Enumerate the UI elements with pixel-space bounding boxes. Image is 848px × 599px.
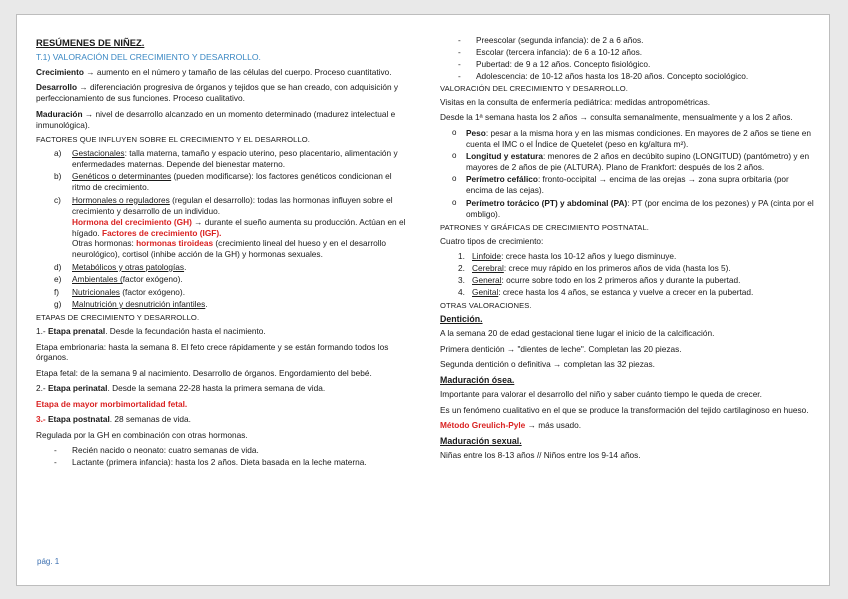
- list-item-text: Lactante (primera infancia): hasta los 2 años. Dieta basada en la leche materna.: [72, 457, 367, 468]
- list-item-text: Recién nacido o neonato: cuatro semanas de vida.: [72, 445, 259, 456]
- factor-text: .: [184, 261, 187, 272]
- highlight-igf: Factores de crecimiento (IGF).: [102, 227, 222, 238]
- term: Maduración: [36, 108, 83, 119]
- measure-text: : PT (por encima de los pezones) y PA (cinta por el ombligo).: [466, 197, 814, 219]
- valuation-heading: VALORACIÓN DEL CRECIMIENTO Y DESARROLLO.: [440, 83, 628, 93]
- bone-method: [440, 420, 815, 431]
- measure-text: : menores de 2 años en decúbito supino (LONGITUD) (pantómetro) y en mayores de 2 años de pie (ALTURA). Plano de Frankfort: después de los 2 años.: [466, 151, 810, 172]
- type-term: General: [472, 274, 502, 285]
- measures-list: [440, 128, 815, 220]
- sexual-maturation-text: Niñas entre los 8-13 años // Niños entre los 9-14 años.: [440, 450, 641, 461]
- type-text: : crece hasta los 4 años, se estanca y vuelve a crecer en la pubertad.: [498, 286, 754, 297]
- factor-item: [54, 171, 412, 193]
- stage-number: 3.-: [36, 414, 48, 425]
- stage-text: . Desde la fecundación hasta el nacimiento.: [105, 326, 266, 337]
- list-marker: f): [54, 286, 60, 297]
- definition-desarrollo: [36, 82, 412, 104]
- list-item: [458, 275, 815, 286]
- list-marker: 4.: [458, 286, 465, 297]
- list-item: [458, 251, 815, 262]
- factors-heading: FACTORES QUE INFLUYEN SOBRE EL CRECIMIENTO Y EL DESARROLLO.: [36, 134, 311, 144]
- list-marker: 1.: [458, 251, 465, 262]
- factor-item: [54, 287, 412, 298]
- list-item-text: Adolescencia: de 10-12 años hasta los 18-20 años. Concepto sociológico.: [476, 70, 749, 81]
- type-text: : crece hasta los 10-12 años y luego disminuye.: [501, 251, 677, 262]
- list-marker: d): [54, 261, 62, 272]
- stage-term: Etapa postnatal: [48, 414, 110, 425]
- list-marker: b): [54, 171, 62, 182]
- stages-heading: ETAPAS DE CRECIMIENTO Y DESARROLLO.: [36, 313, 200, 323]
- postnatal-list: [36, 445, 412, 468]
- list-marker: g): [54, 299, 62, 310]
- dentition-title: Dentición.: [440, 313, 483, 324]
- patterns-heading: PATRONES Y GRÁFICAS DE CRECIMIENTO POSTNATAL.: [440, 222, 650, 232]
- list-item-text: Escolar (tercera infancia): de 6 a 10-12 años.: [476, 46, 643, 57]
- term: Crecimiento: [36, 66, 84, 77]
- list-marker: -: [458, 58, 461, 69]
- factor-item: [54, 195, 412, 261]
- bone-maturation-title: Maduración ósea.: [440, 374, 515, 385]
- list-item-text: Preescolar (segunda infancia): de 2 a 6 años.: [476, 35, 644, 45]
- term: Desarrollo: [36, 82, 78, 93]
- document-title: RESÚMENES DE NIÑEZ.: [36, 37, 145, 48]
- type-text: : crece muy rápido en los primeros años de vida (hasta los 5).: [503, 263, 731, 274]
- factor-text: → durante el sueño aumenta su producción. Actúan en el hígado.: [72, 216, 406, 238]
- measure-text: : fronto-occipital → encima de las orejas → zona supra orbitaria (por encima de las cejas).: [466, 174, 789, 196]
- gh-regulation: Regulada por la GH en combinación con otras hormonas.: [36, 429, 248, 440]
- factor-item: [54, 262, 412, 273]
- right-column: [440, 35, 815, 466]
- list-item: [458, 35, 815, 46]
- list-marker: o: [452, 151, 457, 161]
- list-marker: -: [458, 70, 461, 81]
- age-stages-list: [440, 35, 815, 82]
- bone-maturation-text: Es un fenómeno cualitativo en el que se produce la transformación del tejido cartilaginoso en hueso.: [440, 404, 809, 415]
- list-item-text: Pubertad: de 9 a 12 años. Concepto fisiológico.: [476, 58, 651, 69]
- stage-number: 2.-: [36, 383, 48, 394]
- factor-term: Malnutrición y desnutrición infantiles: [72, 299, 206, 310]
- factor-text: (factor exógeno).: [119, 286, 185, 297]
- factor-text: factor exógeno).: [122, 274, 183, 285]
- stage-term: Etapa perinatal: [48, 383, 108, 394]
- highlight-gh: Hormona del crecimiento (GH): [72, 216, 192, 227]
- list-item: [54, 457, 412, 468]
- definition-text: → nivel de desarrollo alcanzado en un momento determinado (madurez intelectual e inmunológica).: [36, 108, 396, 130]
- type-term: Genital: [472, 286, 499, 297]
- document-page: [16, 14, 830, 586]
- type-term: Linfoide: [472, 251, 502, 262]
- list-marker: -: [54, 457, 57, 468]
- factor-text: Otras hormonas:: [72, 238, 137, 249]
- list-item: [452, 174, 815, 196]
- definition-text: → diferenciación progresiva de órganos y tejidos que se han creado, con adquisición y perfeccionamiento de sus funciones. Proceso cualitativo.: [36, 82, 399, 104]
- definition-text: → aumento en el número y tamaño de las células del cuerpo. Proceso cuantitativo.: [83, 66, 392, 77]
- factor-text: : talla materna, tamaño y espacio uterino, peso placentario, alimentación y enfermedades maternas. Depende del bienestar materno.: [72, 147, 398, 169]
- stage-term: Etapa prenatal: [48, 326, 106, 337]
- dentition-text: A la semana 20 de edad gestacional tiene lugar el inicio de la calcificación.: [440, 328, 715, 339]
- list-item: [452, 151, 815, 173]
- growth-types-list: [440, 251, 815, 298]
- dentition-text: Segunda dentición o definitiva → completan las 32 piezas.: [440, 359, 655, 370]
- list-marker: o: [452, 197, 457, 207]
- measure-term: Perímetro cefálico: [466, 174, 538, 185]
- list-item: [458, 59, 815, 70]
- type-term: Cerebral: [472, 263, 504, 274]
- sexual-maturation-title: Maduración sexual.: [440, 435, 522, 446]
- stage-text: . Desde la semana 22-28 hasta la primera semana de vida.: [107, 383, 326, 394]
- list-marker: e): [54, 274, 62, 285]
- factor-item: [54, 148, 412, 170]
- bone-maturation-text: Importante para valorar el desarrollo del niño y saber cuánto tiempo le queda de crecer.: [440, 389, 762, 400]
- list-marker: c): [54, 194, 61, 205]
- list-item: [458, 287, 815, 298]
- list-marker: 2.: [458, 263, 465, 274]
- method-text: → más usado.: [525, 420, 582, 431]
- stage-text: . 28 semanas de vida.: [109, 414, 191, 425]
- list-item: [458, 47, 815, 58]
- measure-term: Peso: [466, 127, 486, 138]
- factor-text: (pueden modificarse): los factores genéticos condicionan el ritmo de crecimiento.: [72, 171, 392, 193]
- perinatal-highlight: Etapa de mayor morbimortalidad fetal.: [36, 398, 188, 409]
- schedule-text: Desde la 1ª semana hasta los 2 años → consulta semanalmente, mensualmente y a los 2 años.: [440, 112, 793, 123]
- list-marker: -: [458, 35, 461, 45]
- factor-term: Hormonales o reguladores: [72, 194, 170, 205]
- factor-term: Genéticos o determinantes: [72, 171, 172, 182]
- dentition-text: Primera dentición → "dientes de leche". Completan las 20 piezas.: [440, 343, 682, 354]
- factor-text: (crecimiento lineal del hueso y en el desarrollo neurológico), cortisol (inhibe acción de la GH) y hormonas sexuales.: [72, 238, 387, 260]
- factor-term: Nutricionales: [72, 286, 120, 297]
- stage-perinatal: [36, 383, 412, 394]
- other-heading: OTRAS VALORACIONES.: [440, 300, 532, 310]
- factor-term: Gestacionales: [72, 147, 125, 158]
- embryonic-stage: Etapa embrionaria: hasta la semana 8. El feto crece rápidamente y se están formando todos los órganos.: [36, 341, 389, 363]
- topic-subtitle: T.1) VALORACIÓN DEL CRECIMIENTO Y DESARROLLO.: [36, 52, 261, 63]
- factor-term: Metabólicos y otras patologías: [72, 261, 185, 272]
- list-item: [458, 71, 815, 82]
- measure-term: Perímetro torácico (PT) y abdominal (PA): [466, 197, 628, 208]
- fetal-stage: Etapa fetal: de la semana 9 al nacimiento. Desarrollo de órganos. Engordamiento del bebé.: [36, 367, 372, 378]
- factor-text: (regulan el desarrollo): todas las hormonas influyen sobre el crecimiento y desarrollo de un individuo.: [72, 194, 393, 216]
- page-number: pág. 1: [37, 557, 60, 566]
- stage-prenatal: [36, 326, 412, 337]
- method-name: Método Greulich-Pyle: [440, 420, 526, 431]
- list-marker: 3.: [458, 274, 465, 285]
- left-column: [36, 37, 412, 470]
- highlight-thyroid: hormonas tiroideas: [136, 238, 214, 249]
- list-marker: o: [452, 127, 457, 137]
- list-marker: -: [54, 445, 57, 456]
- measure-text: : pesar a la misma hora y en las mismas condiciones. En mayores de 2 años se tiene en cuenta el IMC o el Índice de Quetelet (peso en kg/altura m²).: [466, 127, 811, 149]
- list-item: [458, 263, 815, 274]
- stage-number: 1.-: [36, 326, 48, 337]
- four-types-text: Cuatro tipos de crecimiento:: [440, 235, 544, 246]
- factor-item: [54, 299, 412, 310]
- type-text: : ocurre sobre todo en los 2 primeros años y durante la pubertad.: [501, 274, 741, 285]
- factor-term: Ambientales (: [72, 274, 123, 285]
- measure-term: Longitud y estatura: [466, 151, 543, 162]
- factors-list: [36, 148, 412, 310]
- factor-text: .: [205, 299, 208, 310]
- list-marker: -: [458, 46, 461, 57]
- list-item: [452, 198, 815, 220]
- factor-item: [54, 274, 412, 285]
- stage-postnatal: [36, 414, 412, 425]
- list-item: [452, 128, 815, 150]
- list-item: [54, 445, 412, 456]
- list-marker: a): [54, 147, 62, 158]
- definition-maduracion: [36, 109, 412, 131]
- list-marker: o: [452, 174, 457, 184]
- visits-text: Visitas en la consulta de enfermería pediátrica: medidas antropométricas.: [440, 96, 711, 107]
- definition-crecimiento: [36, 67, 412, 78]
